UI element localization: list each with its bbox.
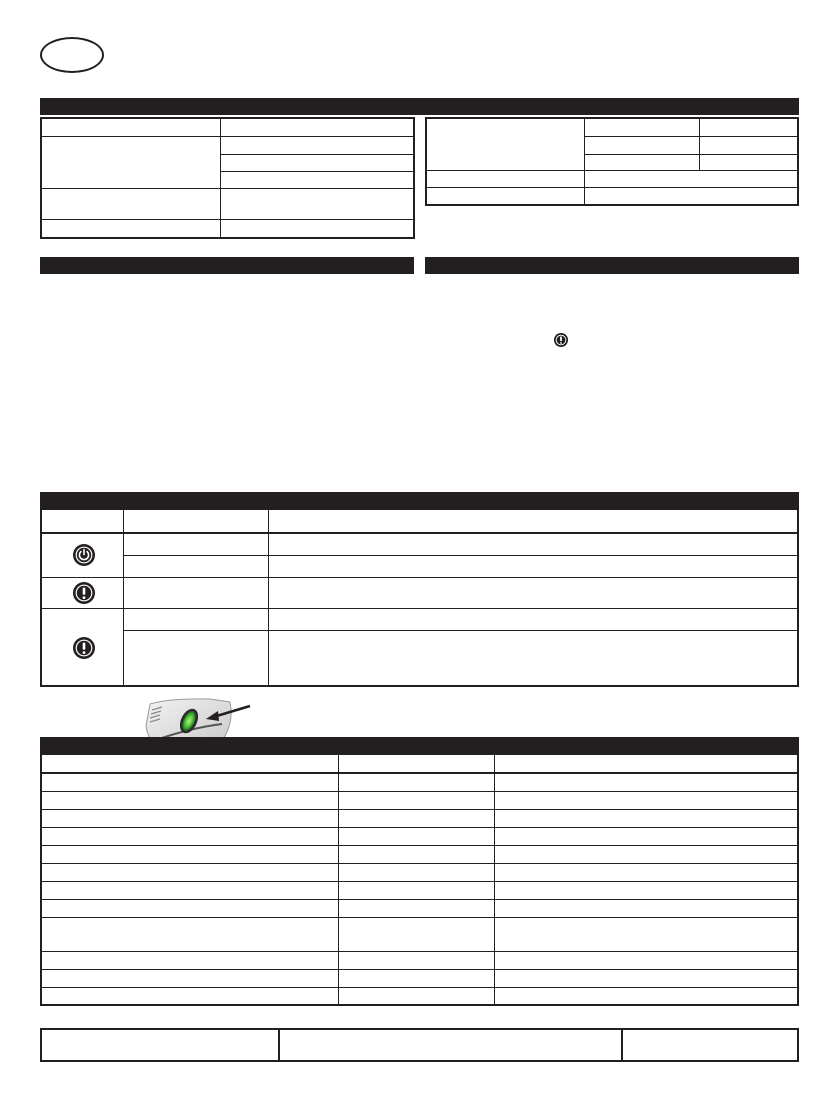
section-header-right-column	[425, 257, 799, 274]
section-header-left-column	[40, 257, 414, 274]
section-header-specifications	[40, 98, 799, 115]
led-status-table-header	[40, 492, 799, 509]
exclamation-icon	[553, 332, 569, 348]
spec-table-right	[425, 117, 799, 206]
exclamation-icon	[72, 581, 96, 605]
power-icon	[72, 543, 96, 567]
lower-table	[40, 753, 799, 1006]
footer-table	[40, 1028, 799, 1062]
language-badge	[40, 37, 104, 73]
led-status-table	[40, 508, 799, 687]
exclamation-icon	[72, 636, 96, 660]
lower-table-header	[40, 737, 799, 754]
spec-table-left	[40, 117, 415, 239]
